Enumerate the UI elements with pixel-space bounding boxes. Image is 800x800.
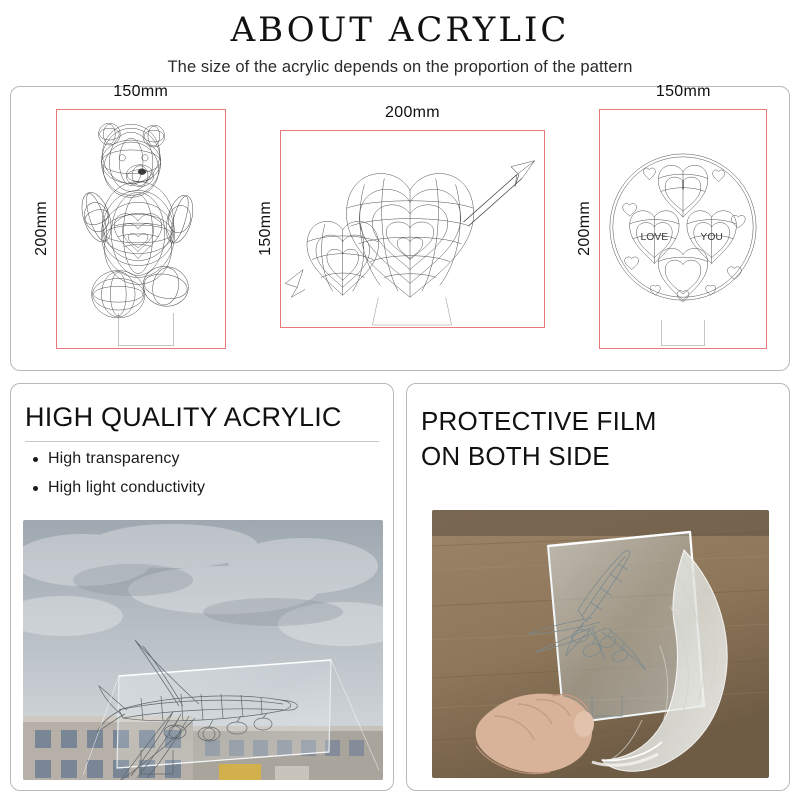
page-title: ABOUT ACRYLIC (230, 10, 570, 50)
list-item: High transparency (33, 450, 379, 468)
i-love-you-hearts-wireframe-icon (600, 110, 766, 348)
size-width-label-1: 150mm (113, 82, 169, 100)
page-subtitle: The size of the acrylic depends on the proportion of the pattern (167, 58, 633, 76)
size-width-label-2: 200mm (385, 103, 440, 121)
size-frame-2 (280, 130, 545, 328)
size-frame-3 (599, 109, 767, 349)
acrylic-airplane-sky-photo (23, 520, 383, 780)
size-cell-i-love-you (576, 82, 767, 349)
size-height-label-2: 150mm (256, 201, 274, 256)
art-text-right: YOU (700, 231, 724, 243)
teddy-bear-wireframe-icon (57, 110, 225, 348)
protective-film-title-line1: PROTECTIVE FILM (421, 406, 657, 436)
hearts-with-arrow-wireframe-icon (281, 131, 544, 327)
protective-film-title-line2: ON BOTH SIDE (421, 440, 610, 471)
size-frame-1 (56, 109, 226, 349)
size-cell-teddy-bear (32, 82, 226, 349)
high-quality-acrylic-panel (10, 383, 394, 791)
film-peeling-photo (432, 510, 769, 778)
art-text-top: I (681, 176, 686, 192)
size-panel (10, 82, 790, 371)
size-width-label-3: 150mm (655, 82, 711, 100)
high-quality-title: HIGH QUALITY ACRYLIC (25, 402, 342, 432)
size-cell-hearts-arrow (256, 103, 545, 328)
size-height-label-1: 200mm (32, 201, 50, 256)
art-text-left: LOVE (640, 231, 669, 243)
quality-bullet-list (11, 442, 393, 497)
list-item: High light conductivity (33, 479, 379, 497)
bottom-panels (10, 383, 790, 791)
protective-film-panel (406, 383, 790, 791)
size-height-label-3: 200mm (576, 201, 594, 256)
